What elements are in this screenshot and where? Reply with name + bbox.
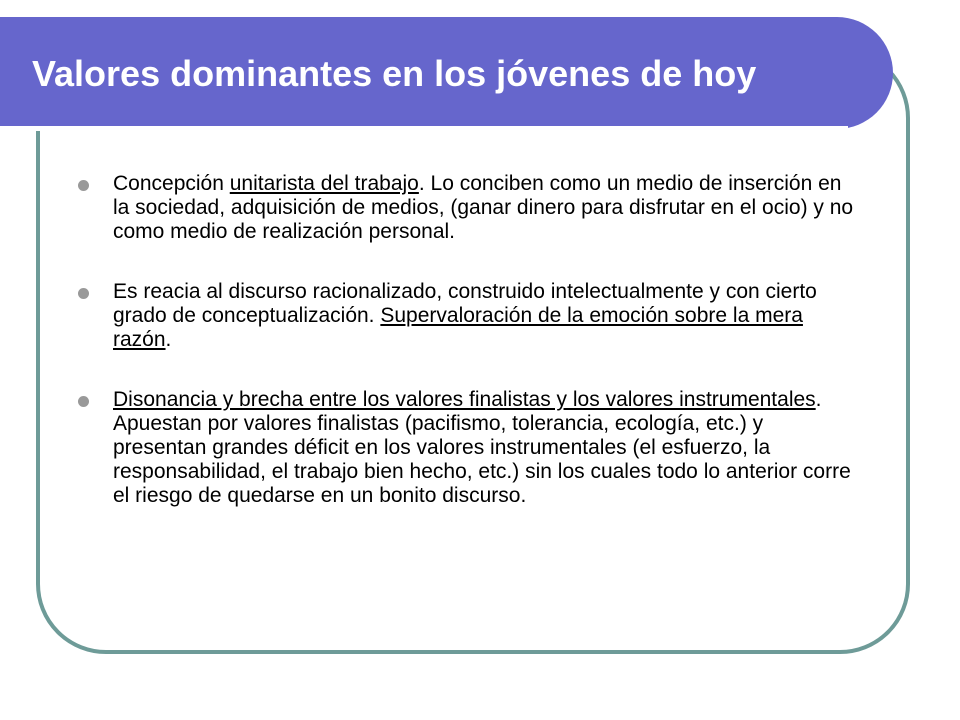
bullet-item-discurso [78,280,858,352]
bullet-text: Concepción [113,172,230,195]
bullet-text: Es reacia al discurso racionalizado, construido intelectualmente y con cierto grado de conceptualización. [113,280,817,327]
bullet-text: . [165,328,172,351]
bullet-item-concepcion [78,172,858,244]
bullet-dot-icon [78,180,89,191]
bullet-text: . Apuestan por valores finalistas (pacifismo, tolerancia, ecología, etc.) y presentan grandes déficit en los valores instrumentales (el esfuerzo, la responsabilidad, el trabajo bien hecho, etc.) sin los cuales todo lo anterior corre el riesgo de quedarse en un bonito discurso. [113,388,851,507]
bullet-underlined-text: unitarista del trabajo [229,172,419,195]
slide-title: Valores dominantes en los jóvenes de hoy [32,53,757,94]
bullet-item-disonancia [78,388,858,508]
bullet-dot-icon [78,396,89,407]
title-underline-rule [0,126,848,131]
bullet-underlined-text: Supervaloración de la emoción sobre la mera razón [113,304,803,351]
bullet-list [78,172,858,544]
bullet-dot-icon [78,288,89,299]
bullet-text: . Lo conciben como un medio de inserción en la sociedad, adquisición de medios, (ganar dinero para disfrutar en el ocio) y no como medio de realización personal. [113,172,854,243]
bullet-underlined-text: Disonancia y brecha entre los valores finalistas y los valores instrumentales [113,388,816,411]
